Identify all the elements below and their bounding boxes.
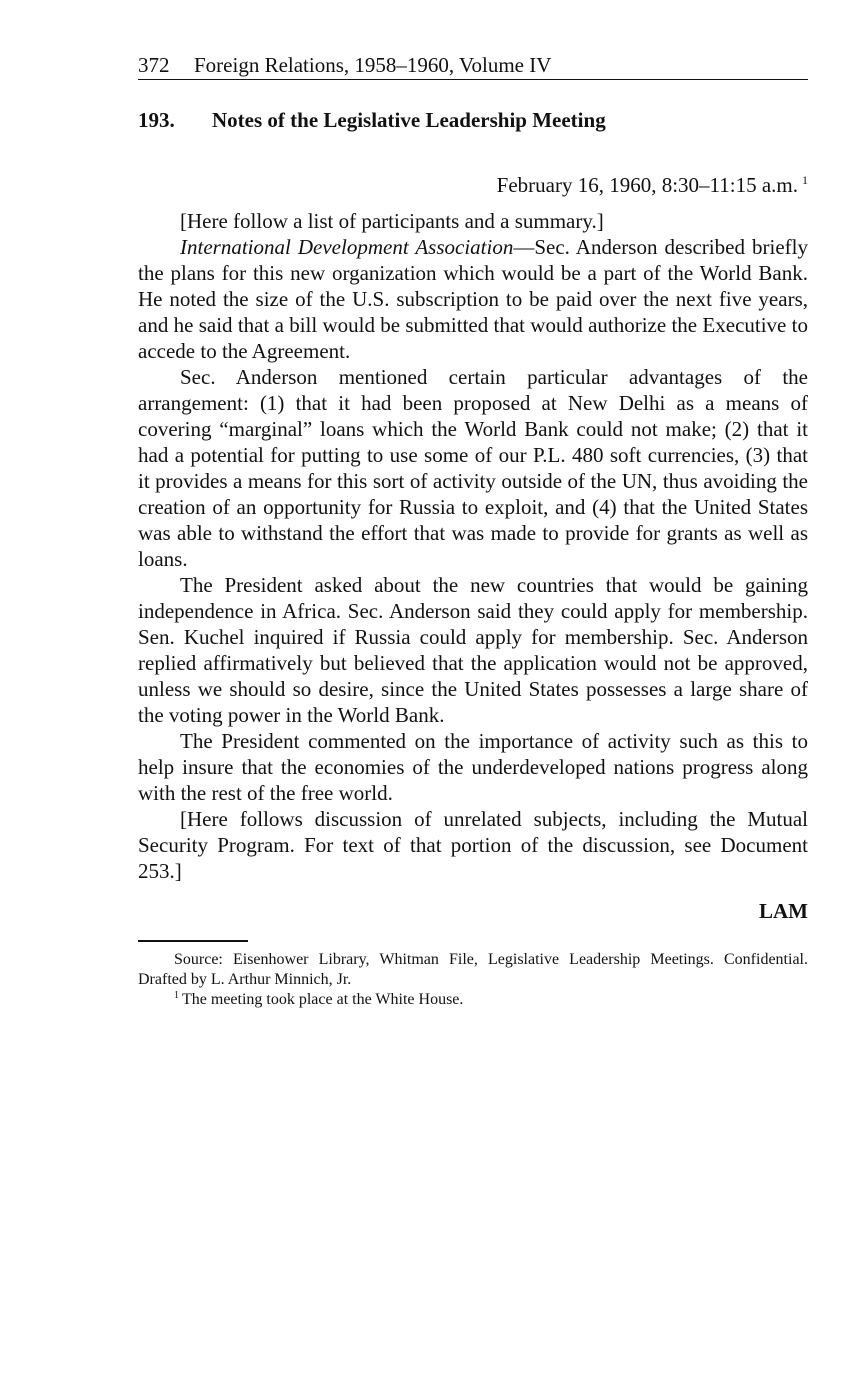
paragraph-2-italic-lead: International Development Association: [180, 235, 514, 259]
dateline: [138, 172, 808, 198]
page-number: 372: [138, 53, 170, 77]
footnote-ref-1[interactable]: 1: [802, 173, 808, 187]
footnotes: [138, 950, 808, 1010]
dateline-text: February 16, 1960, 8:30–11:15 a.m.: [496, 173, 798, 197]
signature-initials: LAM: [759, 899, 808, 923]
paragraph-1: [Here follow a list of participants and a summary.]: [180, 209, 604, 233]
document-page: [138, 52, 808, 1010]
document-body: [138, 208, 808, 884]
running-head: [138, 52, 808, 80]
paragraph-2-text: —Sec. Anderson described briefly the plans for this new organization which would be a part of the World Bank. He noted the size of the U.S. subscription to be paid over the next five years, and he said that a bill would be submitted that would authorize the Executive to accede to the Agreement.: [138, 235, 808, 363]
paragraph-2: [138, 234, 808, 364]
source-note: Source: Eisenhower Library, Whitman File, Legislative Leadership Meetings. Confidential. Drafted by L. Arthur Minnich, Jr.: [138, 951, 808, 988]
paragraph-3: Sec. Anderson mentioned certain particular advantages of the arrangement: (1) that it had been proposed at New Delhi as a means of covering “marginal” loans which the World Bank could not make; (2) that it had a potential for putting to use some of our P.L. 480 soft currencies, (3) that it provides a means for this sort of activity outside of the UN, thus avoiding the creation of an opportunity for Russia to exploit, and (4) that the United States was able to withstand the effort that was made to provide for grants as well as loans.: [138, 365, 808, 571]
paragraph-5: The President commented on the importance of activity such as this to help insure that the economies of the underdeveloped nations progress along with the rest of the free world.: [138, 729, 808, 805]
footnote-1: [138, 990, 808, 1010]
paragraph-4: The President asked about the new countries that would be gaining independence in Africa. Sec. Anderson said they could apply for membership. Sen. Kuchel inquired if Russia could apply for membership. Sec. Anderson replied affirmatively but believed that the application would not be approved, unless we should so desire, since the United States possesses a large share of the voting power in the World Bank.: [138, 573, 808, 727]
footnote-divider: [138, 940, 248, 942]
document-number: 193.: [138, 108, 175, 132]
footnote-1-marker: 1: [174, 990, 179, 1001]
document-heading: [138, 106, 808, 134]
footnote-1-text: The meeting took place at the White House.: [182, 991, 464, 1008]
paragraph-6: [Here follows discussion of unrelated subjects, including the Mutual Security Program. For text of that portion of the discussion, see Document 253.]: [138, 807, 808, 883]
volume-title: Foreign Relations, 1958–1960, Volume IV: [194, 53, 552, 77]
document-title: Notes of the Legislative Leadership Meeting: [212, 108, 606, 132]
